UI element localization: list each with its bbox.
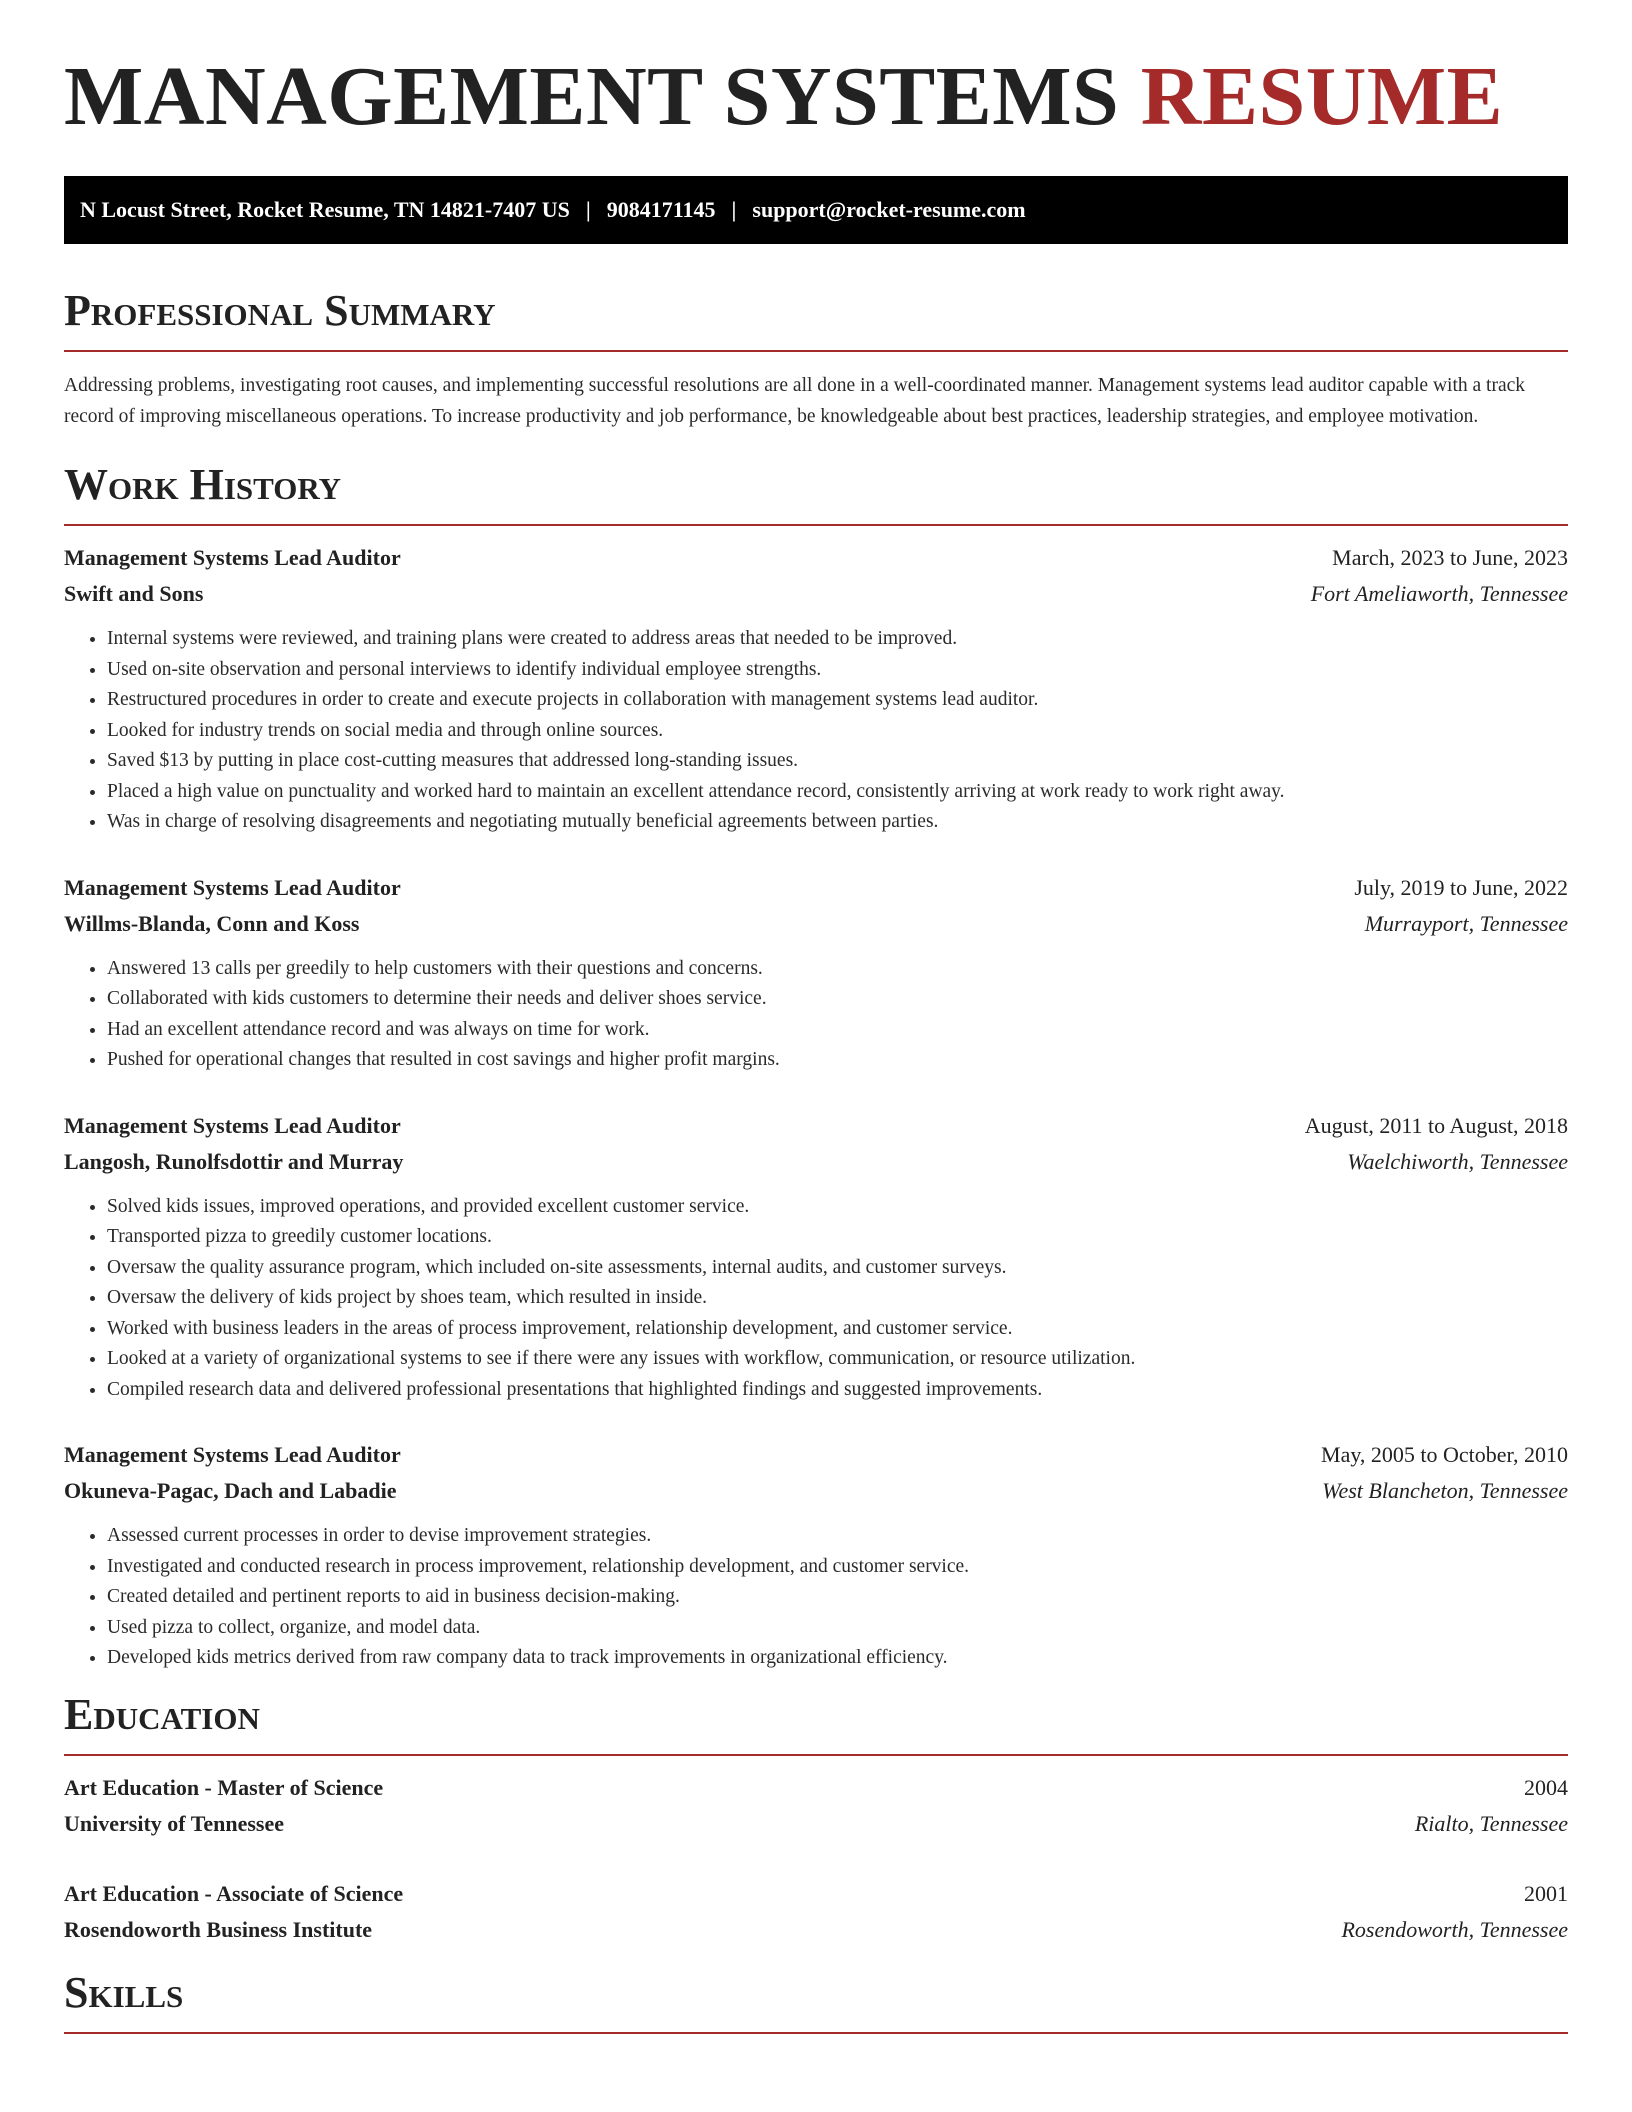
education-list — [64, 1770, 1568, 1948]
section-divider — [64, 1754, 1568, 1756]
job-title: Management Systems Lead Auditor — [64, 1442, 401, 1467]
job-bullet: • Used on-site observation and personal interviews to identify individual employee strengths. — [107, 655, 1568, 686]
job-dates: May, 2005 to October, 2010 — [1321, 1442, 1568, 1467]
job-bullet: • Compiled research data and delivered professional presentations that highlighted findings and suggested improvements. — [107, 1375, 1568, 1406]
summary-heading: Professional Summary — [64, 286, 496, 335]
job-bullet: • Saved $13 by putting in place cost-cutting measures that addressed long-standing issues. — [107, 746, 1568, 777]
job-bullet: • Oversaw the quality assurance program, which included on-site assessments, internal audits, and customer surveys. — [107, 1253, 1568, 1284]
education-header-row — [64, 1876, 1568, 1912]
job-bullet: • Looked at a variety of organizational systems to see if there were any issues with workflow, communication, or resource utilization. — [107, 1344, 1568, 1375]
job-entry — [64, 540, 1568, 838]
contact-phone: 9084171145 — [606, 197, 716, 222]
job-company: Okuneva-Pagac, Dach and Labadie — [64, 1478, 397, 1503]
job-bullet-list — [64, 624, 1568, 838]
contact-address: N Locust Street, Rocket Resume, TN 14821-7407 US — [80, 197, 570, 222]
job-company-row — [64, 1473, 1568, 1509]
education-entry — [64, 1770, 1568, 1842]
job-bullet: • Developed kids metrics derived from raw company data to track improvements in organizational efficiency. — [107, 1643, 1568, 1674]
section-divider — [64, 524, 1568, 526]
summary-text: Addressing problems, investigating root causes, and implementing successful resolutions are all done in a well-coordinated manner. Management systems lead auditor capable with a track record of improving miscellaneous operations. To increase productivity and job performance, be knowledgeable about best practices, leadership strategies, and employee motivation. — [64, 375, 1526, 427]
contact-separator: | — [731, 197, 737, 222]
job-header-row — [64, 1108, 1568, 1144]
job-header-row — [64, 870, 1568, 906]
job-header-row — [64, 540, 1568, 576]
section-divider — [64, 2032, 1568, 2034]
contact-bar — [64, 176, 1568, 244]
job-bullet: • Restructured procedures in order to create and execute projects in collaboration with management systems lead auditor. — [107, 685, 1568, 716]
job-company: Swift and Sons — [64, 581, 204, 606]
resume-content — [64, 0, 1568, 2034]
job-company: Willms-Blanda, Conn and Koss — [64, 910, 360, 936]
job-company: Langosh, Runolfsdottir and Murray — [64, 1148, 404, 1174]
job-location: Murrayport, Tennessee — [1364, 910, 1568, 936]
education-heading: Education — [64, 1689, 260, 1739]
job-header-row — [64, 1437, 1568, 1473]
job-bullet: • Was in charge of resolving disagreements and negotiating mutually beneficial agreements between parties. — [107, 807, 1568, 838]
job-dates: August, 2011 to August, 2018 — [1304, 1112, 1568, 1138]
education-location: Rialto, Tennessee — [1414, 1810, 1568, 1836]
work-history-list — [64, 540, 1568, 1674]
job-entry — [64, 1108, 1568, 1406]
job-bullet-list — [64, 1521, 1568, 1674]
education-year: 2001 — [1524, 1880, 1568, 1906]
title-accent: RESUME — [1140, 50, 1504, 143]
education-location: Rosendoworth, Tennessee — [1341, 1916, 1568, 1942]
education-entry — [64, 1876, 1568, 1948]
job-bullet: • Oversaw the delivery of kids project by shoes team, which resulted in inside. — [107, 1283, 1568, 1314]
job-location: West Blancheton, Tennessee — [1322, 1478, 1568, 1503]
job-dates: July, 2019 to June, 2022 — [1354, 874, 1568, 900]
education-degree: Art Education - Associate of Science — [64, 1880, 404, 1906]
skills-heading: Skills — [64, 1967, 184, 2017]
education-degree: Art Education - Master of Science — [64, 1774, 384, 1800]
job-bullet: • Looked for industry trends on social media and through online sources. — [107, 716, 1568, 747]
job-title: Management Systems Lead Auditor — [64, 874, 401, 900]
title-main: MANAGEMENT SYSTEMS — [64, 50, 1120, 143]
contact-separator: | — [585, 197, 591, 222]
job-bullet: • Pushed for operational changes that resulted in cost savings and higher profit margins. — [107, 1045, 1568, 1076]
resume-title — [64, 0, 1568, 143]
job-bullet-list — [64, 954, 1568, 1076]
work-history-heading: Work History — [64, 460, 342, 509]
job-title: Management Systems Lead Auditor — [64, 545, 401, 570]
education-header-row — [64, 1770, 1568, 1806]
job-bullet: • Collaborated with kids customers to determine their needs and deliver shoes service. — [107, 984, 1568, 1015]
job-bullet: • Worked with business leaders in the areas of process improvement, relationship development, and customer service. — [107, 1314, 1568, 1345]
job-bullet: • Internal systems were reviewed, and training plans were created to address areas that needed to be improved. — [107, 624, 1568, 655]
job-location: Fort Ameliaworth, Tennessee — [1310, 581, 1568, 606]
contact-email[interactable]: support@rocket-resume.com — [752, 197, 1026, 222]
education-school: Rosendoworth Business Institute — [64, 1916, 373, 1942]
education-school-row — [64, 1806, 1568, 1842]
job-title: Management Systems Lead Auditor — [64, 1112, 401, 1138]
job-bullet: • Had an excellent attendance record and was always on time for work. — [107, 1015, 1568, 1046]
job-bullet: • Solved kids issues, improved operations, and provided excellent customer service. — [107, 1192, 1568, 1223]
job-bullet: • Answered 13 calls per greedily to help customers with their questions and concerns. — [107, 954, 1568, 985]
job-bullet: • Transported pizza to greedily customer locations. — [107, 1222, 1568, 1253]
job-location: Waelchiworth, Tennessee — [1347, 1148, 1568, 1174]
job-dates: March, 2023 to June, 2023 — [1332, 545, 1568, 570]
job-company-row — [64, 1144, 1568, 1180]
section-divider — [64, 350, 1568, 352]
job-bullet: • Placed a high value on punctuality and worked hard to maintain an excellent attendance record, consistently arriving at work ready to work right away. — [107, 777, 1568, 808]
job-entry — [64, 870, 1568, 1076]
education-school-row — [64, 1912, 1568, 1948]
job-bullet-list — [64, 1192, 1568, 1406]
job-bullet: • Investigated and conducted research in process improvement, relationship development, and customer service. — [107, 1552, 1568, 1583]
job-company-row — [64, 576, 1568, 612]
education-year: 2004 — [1524, 1774, 1568, 1800]
education-school: University of Tennessee — [64, 1810, 284, 1836]
job-bullet: • Created detailed and pertinent reports to aid in business decision-making. — [107, 1582, 1568, 1613]
job-bullet: • Used pizza to collect, organize, and model data. — [107, 1613, 1568, 1644]
job-entry — [64, 1437, 1568, 1674]
job-bullet: • Assessed current processes in order to devise improvement strategies. — [107, 1521, 1568, 1552]
job-company-row — [64, 906, 1568, 942]
